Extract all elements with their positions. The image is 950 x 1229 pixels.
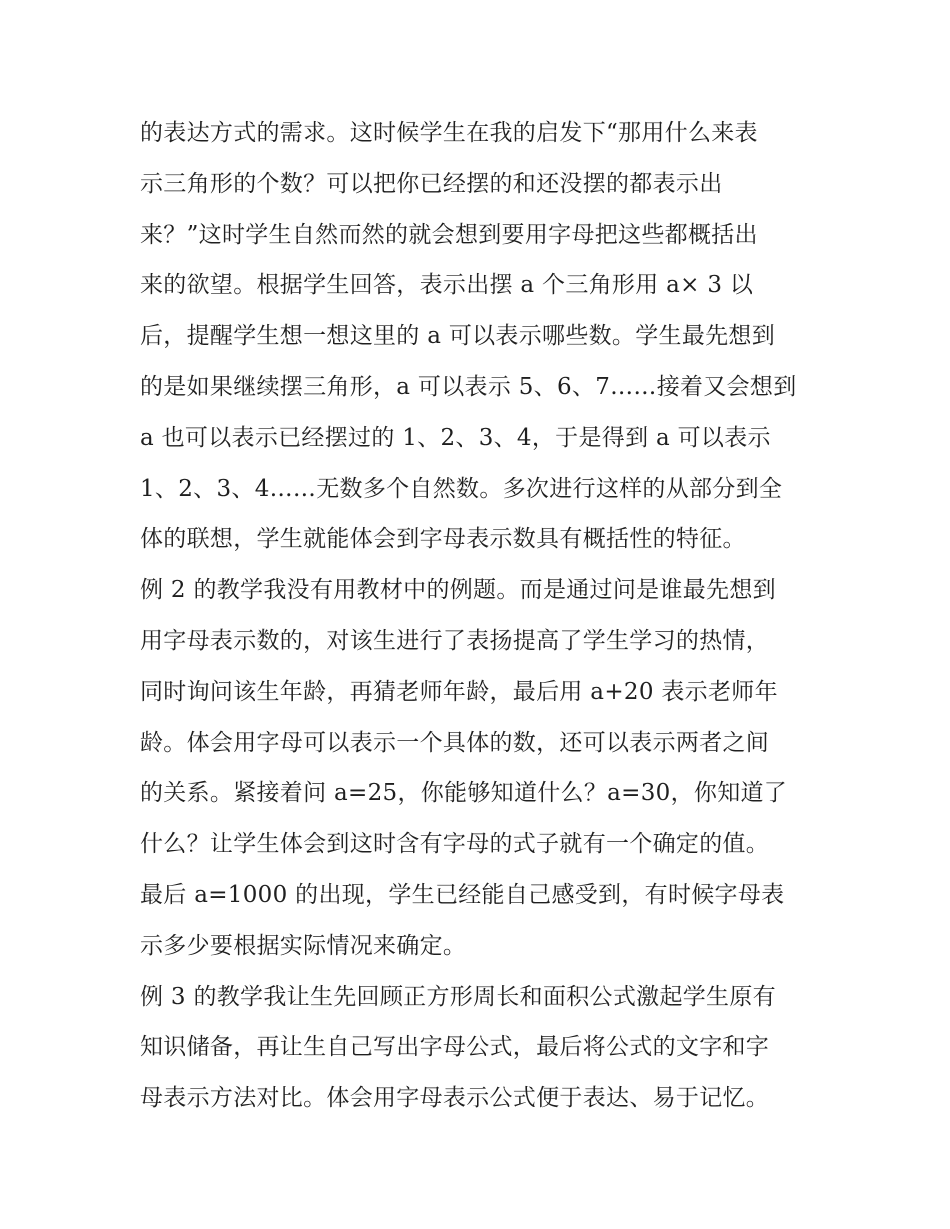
text-line: 同时询问该生年龄，再猜老师年龄，最后用 a+20 表示老师年 [140, 678, 778, 705]
text-line: 示多少要根据实际情况来确定。 [140, 932, 467, 959]
text-line: 后，提醒学生想一想这里的 a 可以表示哪些数。学生最先想到 [140, 323, 776, 350]
text-line: 来的欲望。根据学生回答，表示出摆 a 个三角形用 a× 3 以 [140, 272, 754, 299]
text-line: 1、2、3、4……无数多个自然数。多次进行这样的从部分到全 [140, 475, 783, 502]
document-body [140, 108, 820, 1124]
text-line: 用字母表示数的，对该生进行了表扬提高了学生学习的热情， [140, 627, 770, 654]
text-line: 什么？让学生体会到这时含有字母的式子就有一个确定的值。 [140, 831, 770, 858]
text-line: 例 2 的教学我没有用教材中的例题。而是通过问是谁最先想到 [140, 577, 776, 604]
text-line: 体的联想，学生就能体会到字母表示数具有概括性的特征。 [140, 526, 746, 553]
text-line: 的表达方式的需求。这时候学生在我的启发下“那用什么来表 [140, 120, 758, 146]
text-line: 示三角形的个数？可以把你已经摆的和还没摆的都表示出 [140, 170, 723, 197]
text-line: 来？”这时学生自然而然的就会想到要用字母把这些都概括出 [140, 221, 758, 248]
text-line: 知识储备，再让生自己写出字母公式，最后将公式的文字和字 [140, 1034, 770, 1061]
text-line: 最后 a=1000 的出现，学生已经能自己感受到，有时候字母表 [140, 881, 785, 908]
text-line: a 也可以表示已经摆过的 1、2、3、4，于是得到 a 可以表示 [140, 424, 771, 451]
text-line: 的关系。紧接着问 a=25，你能够知道什么？a=30，你知道了 [140, 780, 788, 807]
text-line: 母表示方法对比。体会用字母表示公式便于表达、易于记忆。 [140, 1085, 770, 1112]
text-line: 例 3 的教学我让生先回顾正方形周长和面积公式激起学生原有 [140, 983, 776, 1010]
text-line: 龄。体会用字母可以表示一个具体的数，还可以表示两者之间 [140, 729, 770, 756]
text-line: 的是如果继续摆三角形，a 可以表示 5、6、7……接着又会想到 [140, 373, 797, 400]
